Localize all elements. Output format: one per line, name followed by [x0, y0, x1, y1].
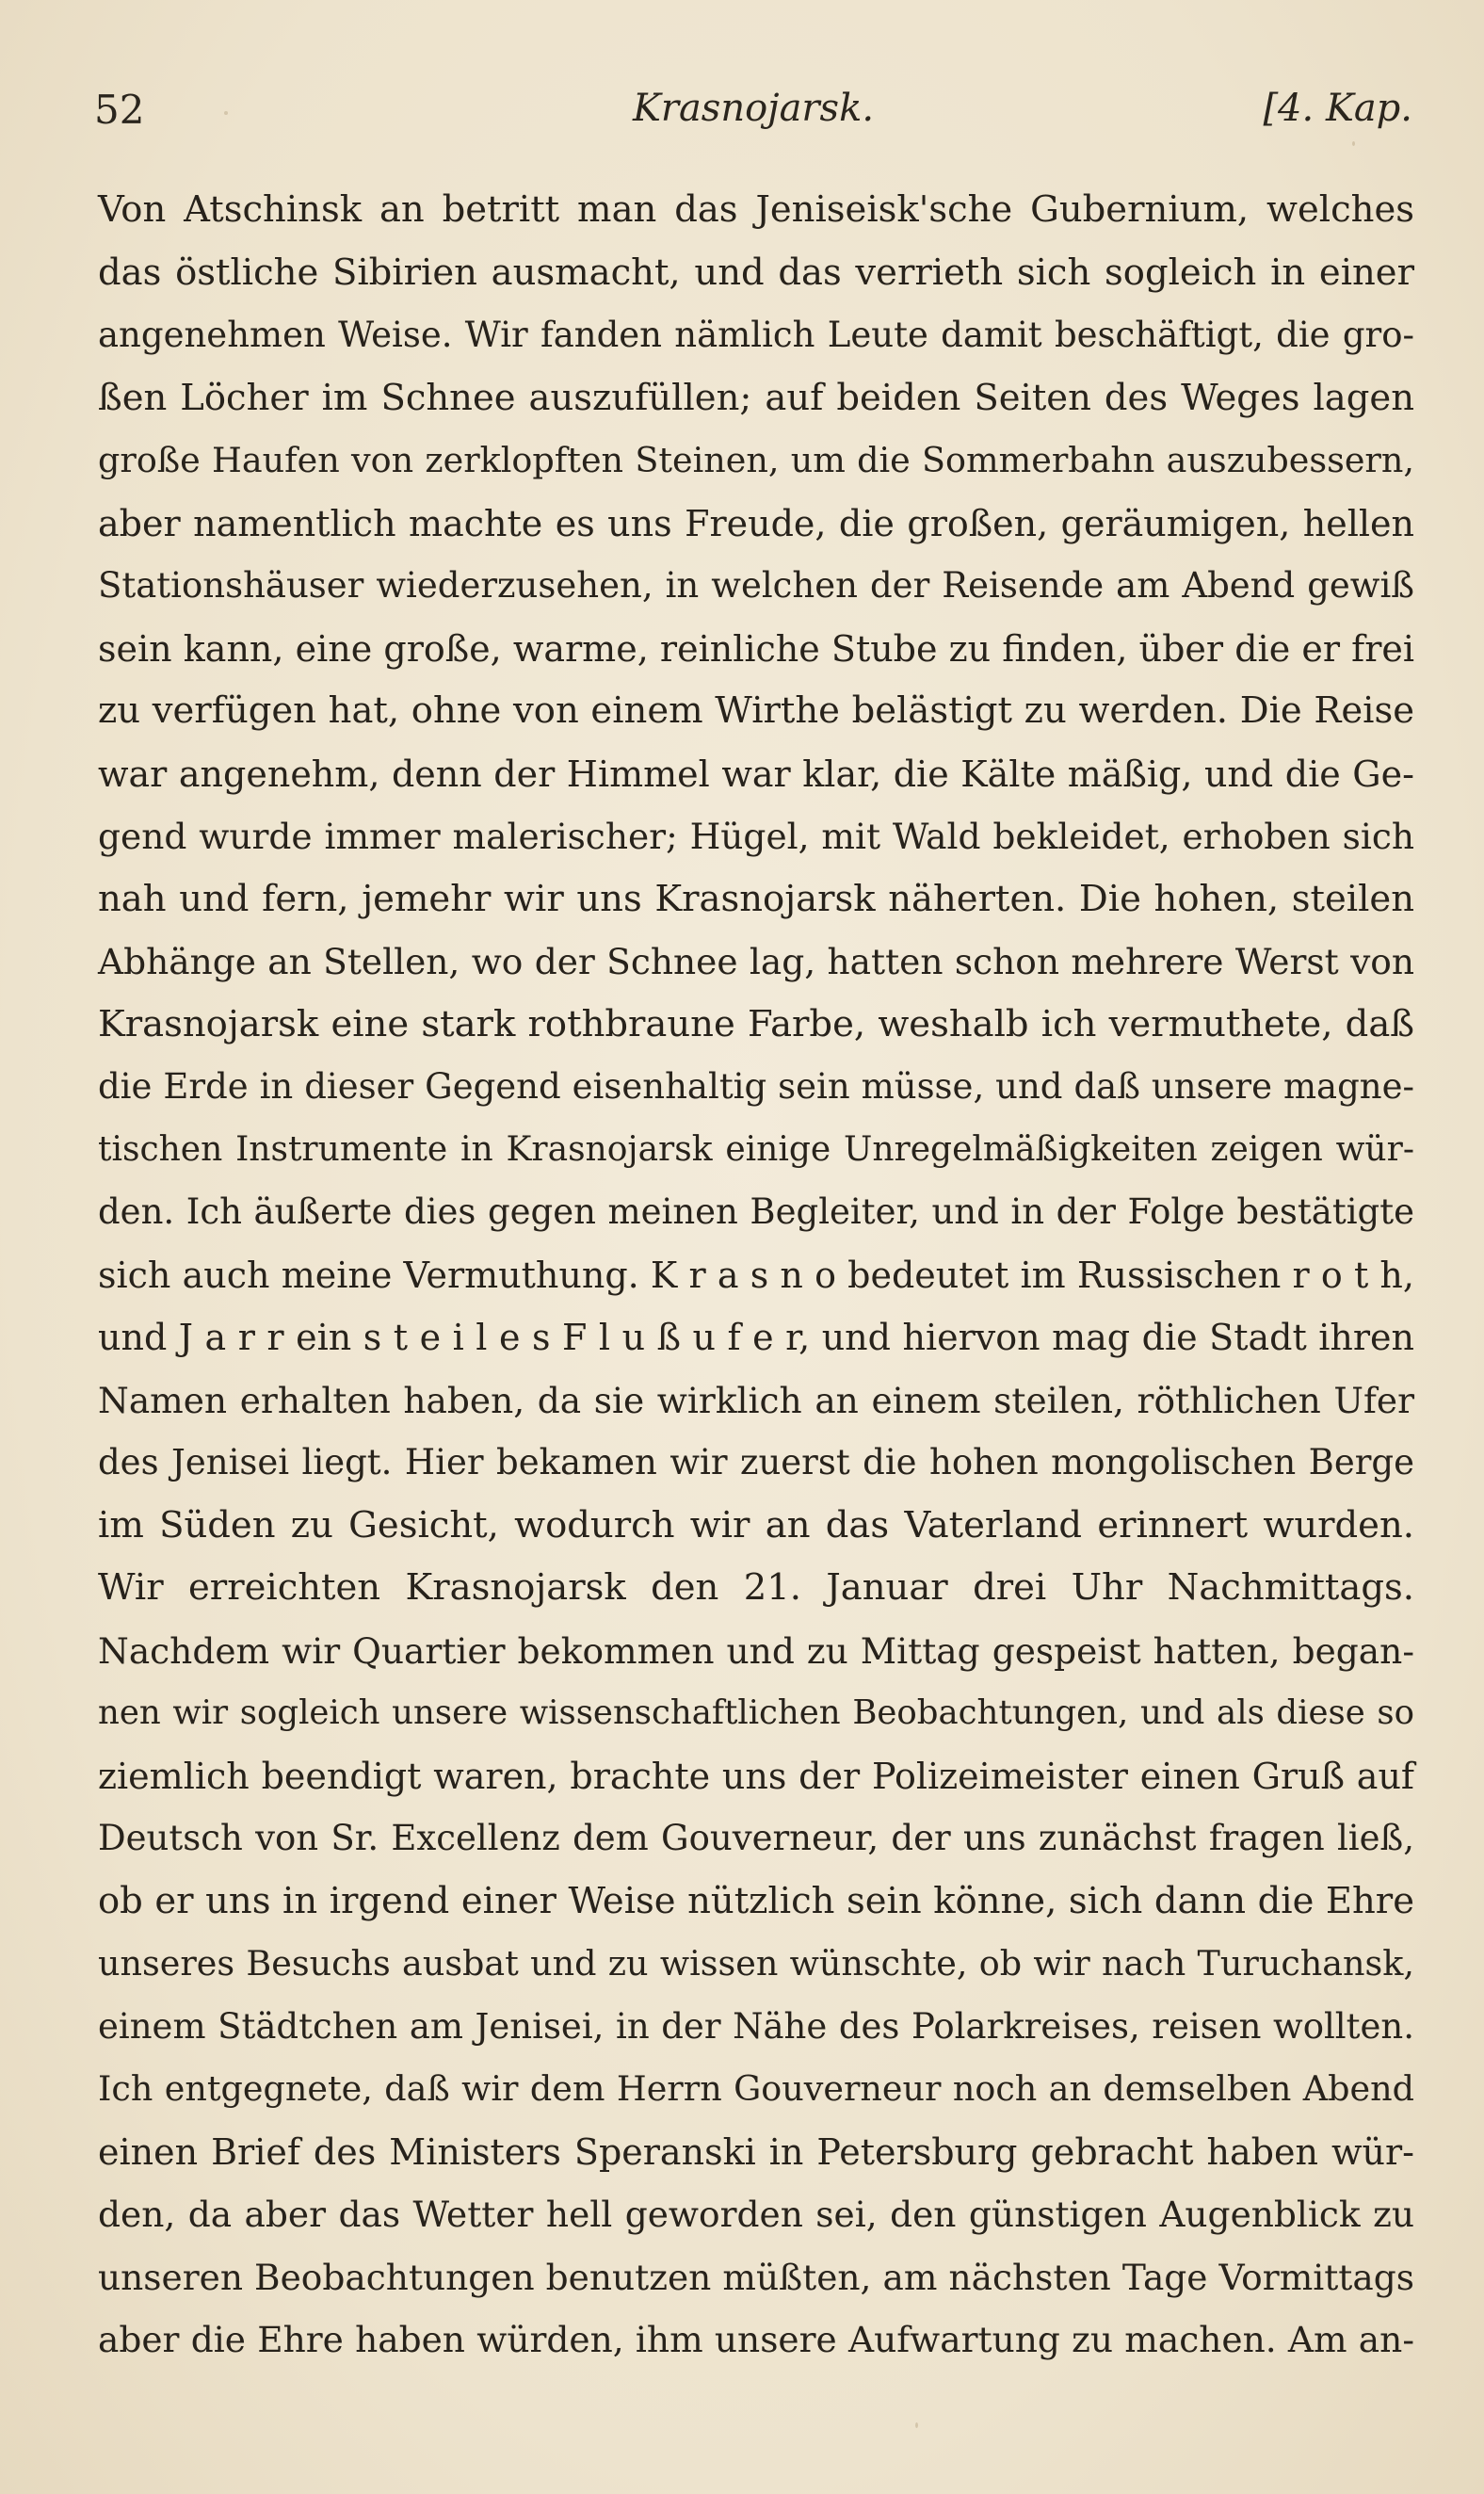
text-line: war angenehm, denn der Himmel war klar, die Kälte mäßig, und die Ge-	[98, 753, 1414, 795]
text-line: Nachdem wir Quartier bekommen und zu Mittag gespeist hatten, began-	[98, 1629, 1414, 1672]
running-title: Krasnojarsk.	[632, 87, 875, 130]
text-line: den, da aber das Wetter hell geworden sei, den günstigen Augenblick zu	[98, 2194, 1414, 2235]
chapter-reference: [4. Kap.	[1263, 87, 1412, 130]
paper-speck	[915, 2422, 918, 2428]
text-line: tischen Instrumente in Krasnojarsk einige Unregelmäßigkeiten zeigen wür-	[98, 1129, 1414, 1169]
page-number: 52	[94, 87, 145, 133]
text-line: im Süden zu Gesicht, wodurch wir an das Vaterland erinnert wurden.	[98, 1503, 1414, 1547]
text-line: Von Atschinsk an betritt man das Jeniseisk'sche Gubernium, welches	[98, 188, 1414, 231]
text-line: ßen Löcher im Schnee auszufüllen; auf beiden Seiten des Weges lagen	[98, 376, 1414, 419]
text-line: Wir erreichten Krasnojarsk den 21. Januar drei Uhr Nachmittags.	[98, 1566, 1414, 1609]
text-line: gend wurde immer malerischer; Hügel, mit Wald bekleidet, erhoben sich	[98, 816, 1414, 857]
text-line: einen Brief des Ministers Speranski in Petersburg gebracht haben wür-	[98, 2130, 1414, 2173]
text-line: sich auch meine Vermuthung. K r a s n o bedeutet im Russischen r o t h,	[98, 1254, 1414, 1296]
text-line: aber namentlich machte es uns Freude, die großen, geräumigen, hellen	[98, 502, 1414, 544]
text-line: den. Ich äußerte dies gegen meinen Begleiter, und in der Folge bestätigte	[98, 1191, 1414, 1232]
text-line: ob er uns in irgend einer Weise nützlich sein könne, sich dann die Ehre	[98, 1879, 1414, 1922]
text-line: sein kann, eine große, warme, reinliche Stube zu finden, über die er frei	[98, 627, 1414, 670]
text-line: Ich entgegnete, daß wir dem Herrn Gouverneur noch an demselben Abend	[98, 2068, 1414, 2109]
text-line: und J a r r ein s t e i l e s F l u ß u f e r, und hiervon mag die Stadt ihren	[98, 1317, 1414, 1358]
text-line: einem Städtchen am Jenisei, in der Nähe des Polarkreises, reisen wollten.	[98, 2005, 1414, 2047]
page-header	[94, 87, 1412, 143]
text-line: nen wir sogleich unsere wissenschaftlichen Beobachtungen, und als diese so	[98, 1693, 1414, 1732]
body-text	[98, 179, 1414, 2372]
text-line: unseren Beobachtungen benutzen müßten, am nächsten Tage Vormittags	[98, 2256, 1414, 2298]
text-line: große Haufen von zerklopften Steinen, um die Sommerbahn auszubessern,	[98, 440, 1414, 480]
text-line: das östliche Sibirien ausmacht, und das verrieth sich sogleich in einer	[98, 251, 1414, 294]
text-line: Deutsch von Sr. Excellenz dem Gouverneur, der uns zunächst fragen ließ,	[98, 1818, 1414, 1858]
text-line: die Erde in dieser Gegend eisenhaltig sein müsse, und daß unsere magne-	[98, 1066, 1414, 1107]
text-line: Namen erhalten haben, da sie wirklich an einem steilen, röthlichen Ufer	[98, 1379, 1414, 1421]
text-line: aber die Ehre haben würden, ihm unsere Aufwartung zu machen. Am an-	[98, 2319, 1414, 2360]
text-line: angenehmen Weise. Wir fanden nämlich Leute damit beschäftigt, die gro-	[98, 315, 1414, 355]
text-line: Krasnojarsk eine stark rothbraune Farbe, weshalb ich vermuthete, daß	[98, 1002, 1414, 1045]
paper-speck	[1352, 141, 1355, 146]
text-line: nah und fern, jemehr wir uns Krasnojarsk näherten. Die hohen, steilen	[98, 877, 1414, 920]
text-line: Abhänge an Stellen, wo der Schnee lag, hatten schon mehrere Werst von	[98, 941, 1414, 982]
text-line: ziemlich beendigt waren, brachte uns der Polizeimeister einen Gruß auf	[98, 1755, 1414, 1797]
text-line: Stationshäuser wiederzusehen, in welchen der Reisende am Abend gewiß	[98, 565, 1414, 606]
text-line: zu verfügen hat, ohne von einem Wirthe belästigt zu werden. Die Reise	[98, 689, 1414, 732]
paper-speck	[224, 111, 228, 115]
text-line: des Jenisei liegt. Hier bekamen wir zuerst die hohen mongolischen Berge	[98, 1442, 1414, 1482]
text-line: unseres Besuchs ausbat und zu wissen wünschte, ob wir nach Turuchansk,	[98, 1943, 1414, 1984]
